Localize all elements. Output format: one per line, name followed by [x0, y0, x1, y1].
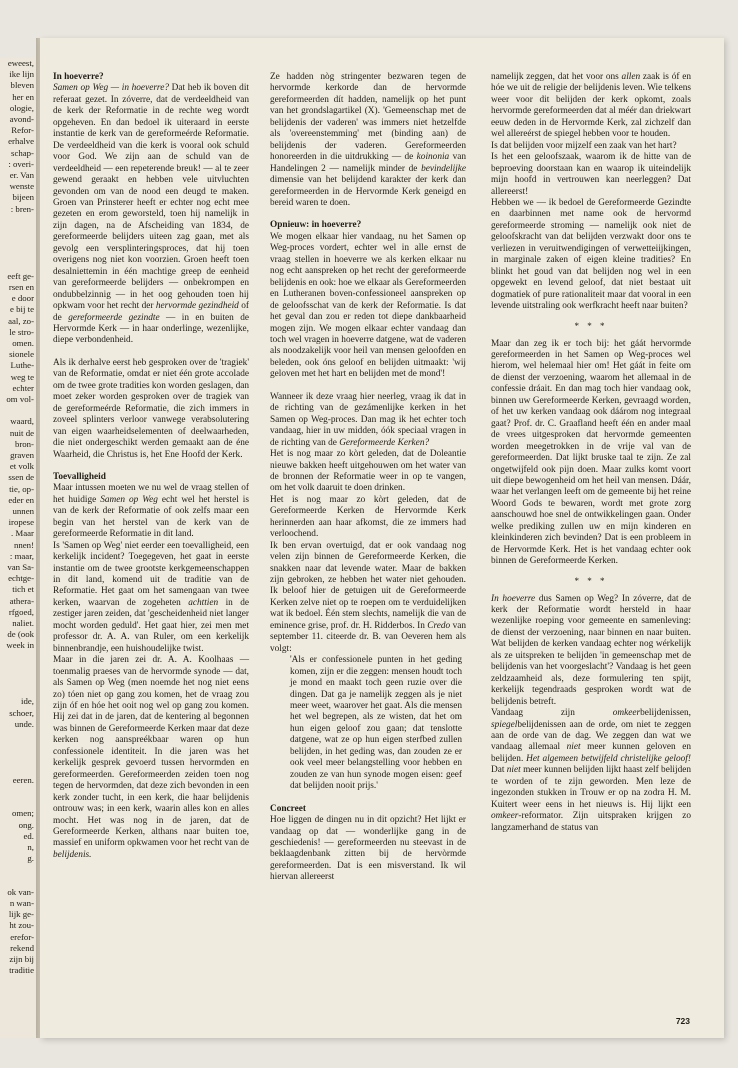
paragraph: Maar dan zeg ik er toch bij: het gáát hervormde gereformeerden in het Samen op Weg-proces wel hierom, wel helemaal hier om! Het gáát in feite om de dienst der verzoening, waarom het allemaal in de confessie dráait. En dan mag toch hier vandaag ook, binnen uw Gereformeerde Kerken, gevraagd worden, of het uw kerken vandaag ook dáárom nog integraal gaat? Prof. dr. C. Graafland heeft één en ander maal de vrees uitgesproken dat hervormde gemeenten worden meegetrokken in de vrije val van de gereformeerden. Dat lijkt bruske taal te zijn. Ze zal ongetwijfeld ook pijn doen. Maar zulks komt voort uit diepe bewogenheid om het heil van mensen. Dáár, waar het verlangen leeft om de gemeente bij het reine Woord Gods te bewaren, wordt met grote zorg aanschouwd hoe snel de ontwikkelingen gaan. Onder welke prediking zullen uw en mijn kinderen en kleinkinderen zich bevinden? Dat is een probleem in de Hervormde Kerk. Het is het vandaag echter ook binnen de Gereformeerde Kerken. — [491, 338, 691, 567]
text: of de — [53, 301, 249, 323]
paragraph: Het is nog maar zo kòrt geleden, dat de Doleantie nieuwe bakken heeft uitgehouwen om het water van de bronnen der Reformatie weer in op te vangen, om het volk daaruit te doen drinken. — [270, 449, 466, 494]
previous-page-fragment: eder en — [8, 494, 34, 505]
text: meer kunnen belijden lijkt haast zelf belijden te worden of te zijn geworden. Men leze de ingezonden stukken in Trouw er op na zodra H. M. Kuitert weer eens in het nieuws is. Hij lijkt een — [491, 765, 691, 810]
paragraph: Het is nog maar zo kòrt geleden, dat de Gereformeerde Kerken de Hervormde Kerk herinnerden aan haar afkomst, die ze immers had verloochend. — [270, 494, 466, 540]
paragraph — [491, 708, 691, 834]
previous-page-fragment: et volk — [9, 461, 34, 472]
previous-page-fragment: n wan- — [9, 897, 34, 908]
text: Dat heb ik boven dit referaat gezet. In zóverre, dat de verdeeldheid van de kerk der Reformatie in de rechte weg wordt opgeheven. En dan bedoel ik uiteraard in eerste instantie de kerk van de gereformeérde Reformatie. De verdeeldheid van die kerk is vooral ook schuld voor God. We zijn aan de schuld van de verdeeldheid — een repeterende breuk! — al te zeer gewend geraakt en hebben vele uitvluchten gevonden om van de nood een deugd te maken. Groen van Prinsterer heeft er echter nog echt mee gezeten en erom geworsteld, toen hij namelijk in zijn dagen, na de Afscheiding van 1834, de gereformeerde belijders uiteen zag gaan, met als gevolg een versplinteringsproces, dat hij toen overigens nog niet kon voorzien. Groen heeft toen desalniettemin in één machtige greep de eenheid van gereformeerde belijders — onbekrompen en ondubbelzinnig — in het oog gehouden toen hij opkwam voor het recht der — [53, 83, 249, 312]
text: zaak is óf en hóe we uit de religie der belijdenis leven. Wie telkens weer voor dit belijden der kerk opkomt, zoals hervormde gereformeerden dat al méér dan driekwart eeuw deden in de Hervormde Kerk, zal zichzelf dan wel allereérst de spiegel hebben voor te houden. — [491, 72, 692, 140]
previous-page-fragment: weg te — [10, 371, 34, 382]
paragraph — [491, 594, 691, 709]
previous-page-fragment: rekend — [10, 942, 34, 953]
previous-page-fragment: athera- — [9, 595, 34, 606]
previous-page-fragment: ok van- — [7, 886, 34, 897]
previous-page-fragment: schoer, — [9, 707, 34, 718]
italic-text: omkeer — [491, 811, 519, 822]
previous-page-gap — [0, 797, 36, 808]
previous-page-fragment: tie, op- — [9, 483, 34, 494]
paragraph: Is het een geloofszaak, waarom ik de hitte van de beproeving doorstaan kan en waarop ik uiteindelijk mijn hoofd in vertrouwen kan neerleggen? Dat allereerst! — [491, 152, 691, 197]
previous-page-fragment: echter — [12, 382, 34, 393]
column-1 — [53, 72, 249, 861]
text: — in en buiten de Hervormde Kerk — in haar onderlinge, wezenlijke, diepe verbondenheid. — [53, 312, 249, 346]
previous-page-fragment: rfgoed, — [8, 606, 34, 617]
previous-page-fragment: schap- — [11, 147, 34, 158]
previous-page-fragment: rsen en — [8, 281, 34, 292]
previous-page-fragment: graven — [10, 450, 34, 461]
italic-text: hervormde gezindheid — [155, 301, 239, 312]
paragraph — [270, 72, 466, 209]
previous-page-gap — [0, 405, 36, 416]
previous-page-gap — [0, 248, 36, 259]
previous-page-gap — [0, 674, 36, 685]
paragraph: Als ik derhalve eerst heb gesproken over de 'tragiek' van de Reformatie, omdat er niet één grote accolade om de twee grote tradities kon worden geslagen, dan moet zeker worden gesproken over de tragiek van de gereformeérde Reformatie, die zich immers in zoveel splinters verloor vanwege verabsolutering van eigen waarheidselementen of deelwaarheden, die niet ondergeschikt werden gemaakt aan de éne Waarheid, die Christus is, het Ene Hoofd der Kerk. — [53, 357, 249, 460]
paragraph: We mogen elkaar hier vandaag, nu het Samen op Weg-proces vordert, echter wel in alle ernst de vraag stellen in hoeverre we als kerken elkaar nu nog echt aanspreken op het recht der gereformeerde belijdenis en ook: hoe we elkaar als Gereformeerden en Lutheranen boven-confessioneel aanspreken op de geloofsschat van de kerk der Reformatie. Is dat het geval dan zou er reden tot diepe dankbaarheid mogen zijn. We mogen elkaar echter vandaag dan toch wel vragen in hoeverre datgene, wat de vaderen als noodzakelijk voor heil van mensen geloofden en beleden, ook óns geloof en belijden uitmaakt: 'wij geloven met het hart en belijden met de mond'! — [270, 231, 466, 380]
previous-page-fragment: nuit de — [9, 427, 34, 438]
previous-page-fragment: lijk ge- — [8, 909, 34, 920]
previous-page-fragment: zijn bij — [9, 953, 34, 964]
previous-page-fragment: traditie — [9, 965, 34, 976]
text: Maar in die jaren zei dr. A. A. Koolhaas — toenmalig praeses van de hervormde synode — dat, als Samen op Weg (men noemde het nog niet eens zo) tóen niet op gang zou komen, het de vraag zou zijn óf en hóe het ooit nog wel op gang zou komen. Hij zei dat in de jaren, dat de kentering al begonnen was binnen de Gereformeerde Kerken maar dat deze kerken nog aanspreékbaar waren op hun confessionele identiteit. In die jaren was het kerkelijk gesprek gevoerd tussen hervormden en gereformeerden. Gereformeerden zeiden toen nog tegen de hervormden, dat deze zich bevonden in een kerk zonder tucht, in een kerk, die haar belijdenis ontrouw was; in een kerk, waarin alles kon en alles mocht. Het was nog in de jaren, dat de Gereformeerde Kerken, althans naar buiten toe, massief en uniform opkwamen voor het recht van de — [53, 655, 249, 849]
paragraph: Is dat belijden voor mijzelf een zaak van het hart? — [491, 140, 677, 151]
text: van Handelingen 2 — namelijk minder de — [270, 152, 467, 174]
italic-text: koinonia — [416, 152, 450, 163]
previous-page-fragment: ide, — [21, 696, 34, 707]
previous-page-gap — [0, 260, 36, 271]
heading-concreet: Concreet — [270, 803, 306, 814]
previous-page-fragment: eweest, — [7, 58, 34, 68]
previous-page-fragment: omen; — [12, 808, 34, 819]
text: dimensie van het belijdend karakter der kerk dan gereformeerden in de Hervormde Kerk geneigd en bereid waren te doen. — [270, 175, 466, 208]
previous-page-fragment: n, — [27, 841, 34, 852]
previous-page-fragment: avond- — [9, 114, 34, 125]
italic-text: allen — [621, 72, 641, 82]
previous-page-fragment: her en — [12, 91, 34, 102]
previous-page-fragment: Luthe- — [10, 360, 34, 371]
paragraph — [270, 541, 466, 656]
italic-text: spiegel — [491, 719, 518, 730]
paragraph — [53, 541, 249, 656]
previous-page-fragment: le stro- — [9, 326, 34, 337]
previous-page-fragment: ike lijn — [9, 69, 34, 80]
page-number: 723 — [675, 1016, 690, 1026]
previous-page-fragment: omen. — [12, 338, 34, 348]
italic-text: gereformeerde gezindte — [68, 312, 160, 323]
paragraph — [53, 83, 249, 346]
italic-text: omkeer — [612, 708, 641, 719]
previous-page-gap — [0, 752, 36, 763]
previous-page-gap — [0, 741, 36, 752]
previous-page-fragment: bleven — [10, 80, 34, 91]
previous-page-fragment: erefor- — [10, 931, 34, 942]
previous-page-fragment: echtge- — [8, 573, 34, 584]
text: belijdenissen aan de orde, om niet te zeggen aan de orde van de dag. We zeggen dan wat we vandaag allemaal — [491, 719, 691, 753]
previous-page-fragment: eeren. — [12, 774, 34, 785]
previous-page-fragment: ologie, — [9, 102, 34, 113]
italic-text: achttien — [188, 597, 219, 608]
text: Is 'Samen op Weg' niet eerder een toevalligheid, een kerkelijk incident? Toegegeven, het gaat in eerste instantie om de twee grootste kerkgemeenschappen in dit land, komend uit de traditie van de Reformatie. Het gaat om het samengaan van twee kerken, waarvan de zogeheten — [53, 540, 249, 608]
italic-text: Credo — [427, 620, 451, 631]
previous-page-fragment: tich et — [12, 584, 34, 595]
italic-text: niet — [566, 742, 581, 753]
previous-page-fragment: : overi- — [8, 158, 34, 169]
previous-page-fragment: er. Van — [9, 170, 34, 181]
previous-page-fragment: naliet. — [12, 618, 34, 629]
previous-page-fragment: erhalve — [8, 136, 34, 147]
previous-page-fragment: unde. — [14, 718, 34, 729]
previous-page-fragment: Refor- — [11, 125, 34, 136]
previous-page-fragment: e door — [11, 293, 34, 304]
previous-page-fragment: van Sa- — [7, 562, 34, 573]
previous-page-fragment: e bij te — [10, 304, 34, 315]
previous-page-fragment: week in — [6, 640, 34, 651]
italic-text: In hoeverre — [491, 593, 536, 604]
italic-text: bevindelijke — [421, 163, 466, 174]
heading-toevalligheid: Toevalligheid — [53, 471, 106, 482]
previous-page-gap — [0, 226, 36, 237]
previous-page-fragment: sionele — [9, 349, 34, 360]
previous-page-gap — [0, 237, 36, 248]
text: echt wel het herstel is van de kerk der Reformatie of ook zelfs maar een begin van het herstel van de kerk van de gereformeerde Reformatie in dit land. — [53, 494, 249, 540]
previous-page-gap — [0, 652, 36, 663]
previous-page-fragment: ong. — [18, 819, 34, 830]
previous-page-gap — [0, 215, 36, 226]
column-3 — [491, 72, 691, 834]
previous-page-gap — [0, 730, 36, 741]
heading-in-hoeverre: In hoeverre? — [53, 72, 104, 82]
text: meer kunnen geloven en belijden. — [491, 742, 692, 764]
text: Maar intussen moeten we nu wel de vraag stellen of het huidige — [53, 483, 249, 505]
text: Ik ben ervan overtuigd, dat er ook vandaag nog velen zijn binnen de Gereformeerde Kerken, die snakken naar dat levende water. Maar de bakken zijn gebroken, ze hebben het water niet gehouden. Ik beloof hier de getuigen uit de Gereformeerde Kerken zelve niet op te roepen om te verduidelijken wat ik bedoel. Één stem slechts, namelijk die van de eminence grise, prof. dr. H. Ridderbos. In — [270, 540, 466, 631]
previous-page-fragment: wenste — [9, 181, 34, 192]
previous-page-fragment: g. — [27, 853, 34, 864]
text: van september 11. citeerde dr. B. van Oeveren hem als volgt: — [270, 620, 466, 654]
text: dus Samen op Weg? In zóverre, dat de kerk der Reformatie wordt hersteld in haar wezenlijke roeping voor gemeente en samenleving: de dienst der verzoening, naar binnen en naar buiten. Wat belijden de kerken vandaag echter nog wérkelijk als ze uitspreken te belijden 'in gemeenschap met de belijdenis van het voorgeslacht'? Vandaag is het geen zeldzaamheid als, deze formulering ten spijt, kerkelijk tegendraads gesproken wordt wat de belijdenis betreft. — [491, 593, 691, 707]
previous-page-gap — [0, 864, 36, 875]
previous-page-fragment: iropese — [8, 517, 34, 528]
previous-page-fragment: nnen! — [13, 539, 34, 550]
previous-page-fragment: de (ook — [7, 629, 34, 640]
paragraph — [53, 655, 249, 861]
italic-text: Gereformeerde Kerken? — [339, 437, 430, 448]
heading-opnieuw: Opnieuw: in hoeverre? — [270, 220, 362, 231]
previous-page-fragment: aal, zo- — [8, 315, 34, 326]
text: belijdenissen, — [640, 708, 691, 719]
previous-page-fragment: waard, — [10, 416, 34, 427]
block-quote: 'Als er confessionele punten in het geding komen, zijn er die zeggen: mensen houdt toch je mond en maakt toch geen ruzie over die dingen. Dat ga je namelijk zeggen als je niet meer weet, waarover het gaat. Als die mensen het wel begrepen, als ze wisten, dat het om hun eigen geloof zou gaan; dat tenslotte datgene, wat ze op hun eigen sterfbed zullen belijden, in het geding was, dan zouden ze er ook veel meer belangstelling voor hebben en zouden ze van hun synode mogen eisen: geef dat belijden nooit prijs.' — [290, 655, 462, 792]
previous-page-gap — [0, 786, 36, 797]
paragraph — [491, 72, 691, 141]
previous-page-fragment: bijeen — [12, 192, 34, 203]
paragraph: Hebben we — ik bedoel de Gereformeerde Gezindte en daarbinnen met name ook de hervormd gereformeerde stroming — namelijk ook niet de geloofskracht van dat belijden verzwakt door ons te verliezen in veruitwendigingen of verwetteiijkingen, in marginale zaken of eigen kleine tradities? En blinkt het goud van dat belijden nog wel in een opgewekt en levend geloof, dat niet bestaat uit dogmatiek of pure rationaliteit maar dat vooral in een levende uitstraling ook werfkracht heeft naar buiten? — [491, 197, 691, 312]
italic-text: niet — [506, 765, 521, 776]
text: namelijk zeggen, dat het voor ons — [491, 72, 622, 82]
previous-page-gap — [0, 663, 36, 674]
previous-page-fragment: : bren- — [10, 203, 34, 214]
previous-page-fragment: om vol- — [6, 394, 34, 405]
previous-page-fragment: ed. — [23, 830, 34, 841]
previous-page-fragment: bron- — [14, 438, 34, 449]
text: in de zestiger jaren zeiden, dat 'gescheidenheid niet langer mocht worden geduld'. Het gaat hier, zei men met professor dr. A. A. van Ruler, om een kerkelijk binnenbrandje, een huishoudelijke twist. — [53, 597, 250, 654]
previous-page-fragment: unnen — [12, 506, 34, 517]
section-divider: * * * — [574, 575, 608, 586]
previous-page-fragment: eeft ge- — [7, 270, 34, 281]
previous-page-gap — [0, 764, 36, 775]
previous-page-edge — [0, 58, 37, 1038]
paragraph — [53, 483, 249, 540]
italic-text: Het algemeen betwijfeld christelijke geloof! — [526, 753, 691, 764]
italic-text: Samen op Weg — in hoeverre? — [53, 83, 169, 94]
previous-page-gap — [0, 685, 36, 696]
section-divider: * * * — [574, 320, 608, 331]
text: Wanneer ik deze vraag hier neerleg, vraag ik dat in de richting van de gezámenlijke kerken in het Samen op Weg-proces. Dan mag ik het echter toch vandaag, hier in uw midden, óók speciaal vragen in de richting van de — [270, 391, 466, 448]
text: -reformator. Zijn uitspraken krijgen zo langzamerhand de status van — [491, 811, 691, 833]
previous-page-fragment: : maar, — [9, 550, 34, 561]
previous-page-gap — [0, 876, 36, 887]
text: Dat — [491, 765, 507, 776]
text: Vandaag zijn — [491, 708, 613, 719]
paragraph: Hoe liggen de dingen nu in dit opzicht? Het lijkt er vandaag op dat — wonderlijke gang in de geschiedenis! — gereformeerden nu steevast in de beklaagdenbank zitten bij de hervòrmde gereformeerden. Dat is een misverstand. Ik wil hiervan allereerst — [270, 815, 466, 883]
italic-text: Samen op Weg — [100, 494, 158, 505]
italic-text: belijdenis. — [53, 849, 92, 860]
previous-page-fragment: . Maar — [11, 528, 34, 539]
column-2 — [270, 72, 466, 884]
previous-page-fragment: ssen de — [8, 472, 34, 483]
text: Ze hadden nòg stringenter bezwaren tegen de hervormde kerkorde dan de hervormde gereformeerden dít hadden, namelijk op het punt van het grondslagartikel (X). 'Gemeenschap met de belijdenis der vaderen' was immers niet hetzelfde als 'overeenstemming' met (binding aan) de belijdenis der vaderen. Gereformeerden honoreerden in die uitdrukking — de — [270, 72, 466, 163]
previous-page-fragment: ht zou- — [9, 920, 34, 931]
paragraph — [270, 392, 466, 449]
